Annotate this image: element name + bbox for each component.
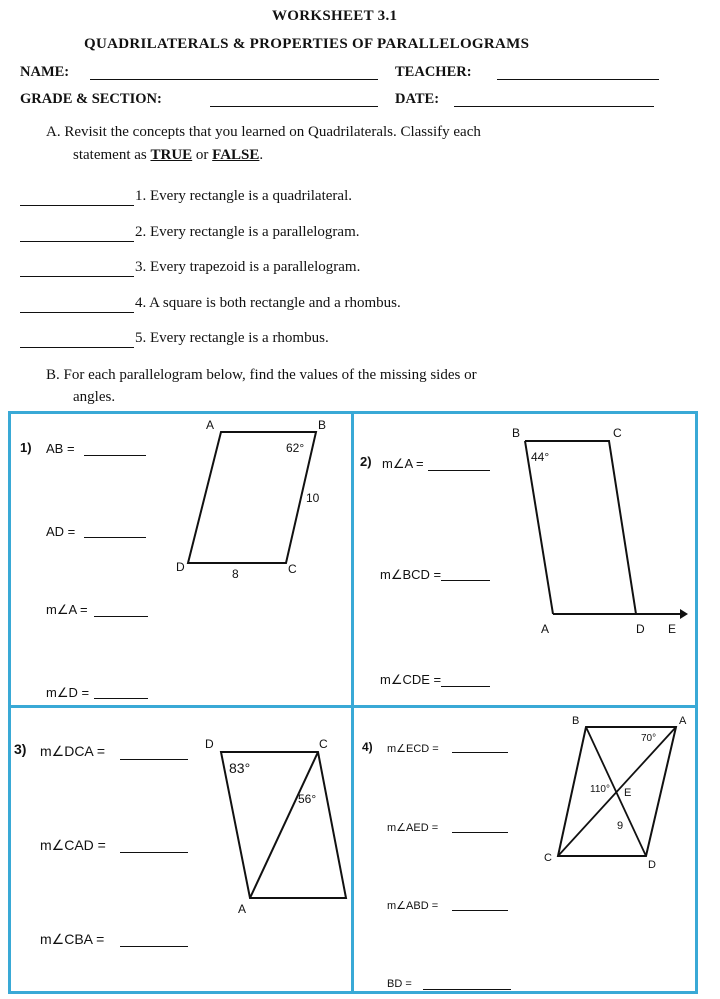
p3-question-angle-dca: m∠DCA =: [40, 743, 106, 759]
date-label: DATE:: [395, 91, 440, 107]
p1-vertex-b: B: [318, 418, 327, 432]
p4-vertex-a: A: [679, 715, 687, 727]
p3-angle-c-label: 56°: [298, 792, 317, 806]
p2-vertex-c: C: [613, 426, 622, 440]
p2-vertex-a: A: [541, 622, 550, 636]
p3-question-angle-cad: m∠CAD =: [40, 837, 106, 853]
worksheet-subtitle: QUADRILATERALS & PROPERTIES OF PARALLELOGRAMS: [84, 36, 530, 52]
p2-vertex-b: B: [512, 426, 521, 440]
p2-angle-label: 44°: [531, 450, 550, 464]
p4-angle-e-label: 110°: [590, 784, 610, 795]
p3-question-angle-cba: m∠CBA =: [40, 931, 105, 947]
statement-4: 4. A square is both rectangle and a rhombus.: [135, 295, 401, 311]
p1-side-bc-label: 10: [306, 491, 320, 505]
p3-angle-d-label: 83°: [229, 760, 251, 776]
p2-question-angle-cde: m∠CDE =: [380, 672, 442, 687]
p1-angle-label: 62°: [286, 441, 305, 455]
statement-5: 5. Every rectangle is a rhombus.: [135, 330, 329, 346]
part-b-instruction-line2: angles.: [73, 389, 116, 405]
part-b-instruction: B. For each parallelogram below, find the values of the missing sides or: [46, 367, 477, 383]
teacher-label: TEACHER:: [395, 64, 472, 80]
p1-side-dc-label: 8: [232, 567, 239, 581]
p4-diagonal-ac: [558, 727, 676, 856]
p1-question-ab: AB =: [46, 441, 75, 456]
p4-segment-ed-label: 9: [617, 820, 624, 832]
problem-2-number: 2): [360, 454, 372, 469]
problem-4-number: 4): [362, 740, 373, 754]
p1-question-angle-a: m∠A =: [46, 602, 88, 617]
p2-point-e: E: [668, 622, 677, 636]
p1-vertex-d: D: [176, 560, 185, 574]
p2-question-angle-bcd: m∠BCD =: [380, 567, 442, 582]
p4-question-bd: BD =: [387, 978, 412, 990]
statement-2: 2. Every rectangle is a parallelogram.: [135, 224, 360, 240]
p1-vertex-a: A: [206, 418, 215, 432]
p1-vertex-c: C: [288, 562, 297, 576]
problem-1-number: 1): [20, 440, 32, 455]
p1-question-angle-d: m∠D =: [46, 685, 90, 700]
p4-question-angle-ecd: m∠ECD =: [387, 743, 439, 755]
p3-vertex-c: C: [319, 737, 328, 751]
p4-question-angle-abd: m∠ABD =: [387, 900, 439, 912]
statement-3: 3. Every trapezoid is a parallelogram.: [135, 259, 361, 275]
name-label: NAME:: [20, 64, 70, 80]
true-word: TRUE: [150, 147, 193, 163]
p4-question-angle-aed: m∠AED =: [387, 822, 439, 834]
false-word: FALSE: [212, 147, 260, 163]
grade-label: GRADE & SECTION:: [20, 91, 162, 107]
part-a-instruction-line2: statement as TRUE or FALSE.: [73, 147, 264, 163]
p4-vertex-c: C: [544, 852, 552, 864]
p4-vertex-b: B: [572, 715, 580, 727]
p3-vertex-a: A: [238, 902, 247, 916]
p2-question-angle-a: m∠A =: [382, 456, 424, 471]
p4-point-e: E: [624, 787, 632, 799]
p3-vertex-d: D: [205, 737, 214, 751]
p4-vertex-d: D: [648, 859, 656, 871]
part-a-instruction: A. Revisit the concepts that you learned on Quadrilaterals. Classify each: [46, 124, 481, 140]
problem-3-number: 3): [14, 741, 27, 757]
p1-question-ad: AD =: [46, 524, 76, 539]
p4-angle-a-label: 70°: [641, 733, 657, 744]
statement-1: 1. Every rectangle is a quadrilateral.: [135, 188, 352, 204]
worksheet-title: WORKSHEET 3.1: [272, 8, 398, 24]
p2-vertex-d: D: [636, 622, 645, 636]
